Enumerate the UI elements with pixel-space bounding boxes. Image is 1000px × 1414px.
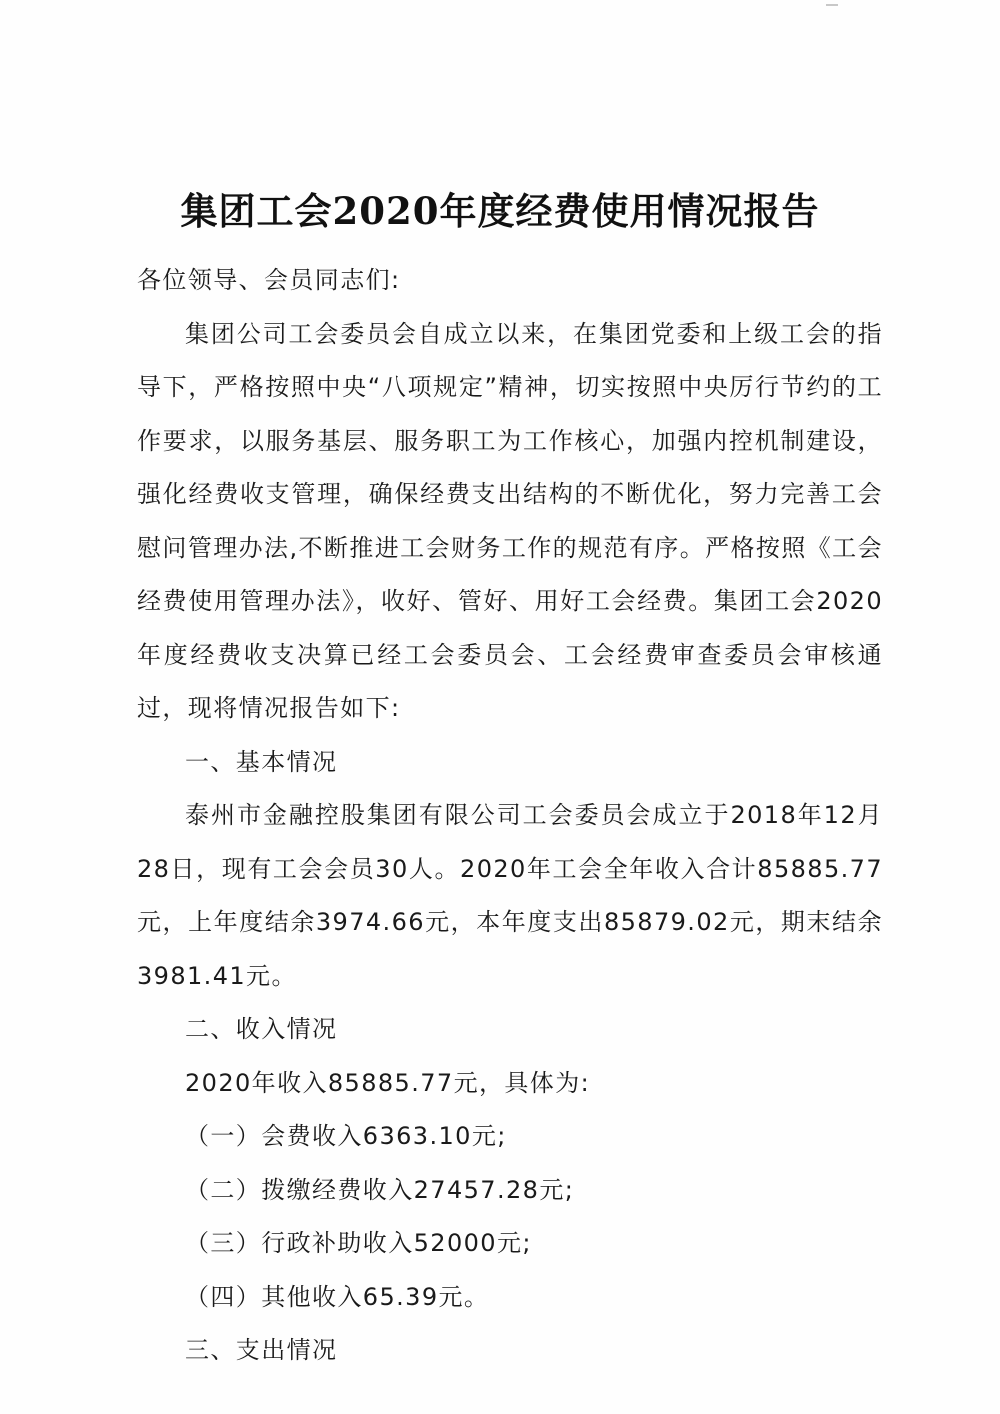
income-item-subsidy: （三）行政补助收入52000元;: [185, 1229, 532, 1257]
intro-paragraph: 集团公司工会委员会自成立以来，在集团党委和上级工会的指导下，严格按照中央“八项规定”精神，切实按照中央厉行节约的工作要求，以服务基层、服务职工为工作核心，加强内控机制建设，强化经费收支管理，确保经费支出结构的不断优化，努力完善工会慰问管理办法,不断推进工会财务工作的规范有序。严格按照《工会经费使用管理办法》，收好、管好、用好工会经费。集团工会2020年度经费收支决算已经工会委员会、工会经费审查委员会审核通过，现将情况报告如下:: [137, 319, 883, 722]
scan-mark: [826, 4, 838, 6]
basic-info-paragraph: 泰州市金融控股集团有限公司工会委员会成立于2018年12月28日，现有工会会员30人。2020年工会全年收入合计85885.77元，上年度结余3974.66元，本年度支出85879.02元，期末结余3981.41元。: [137, 801, 883, 990]
document-body: [137, 254, 883, 1378]
income-item-allocated: （二）拨缴经费收入27457.28元;: [185, 1175, 575, 1204]
income-summary: 2020年收入85885.77元，具体为:: [185, 1068, 591, 1097]
section-heading-expenditure: 三、支出情况: [185, 1336, 338, 1364]
income-item-other: （四）其他收入65.39元。: [185, 1282, 490, 1311]
salutation: 各位领导、会员同志们:: [137, 266, 401, 294]
section-heading-basic: 一、基本情况: [185, 747, 338, 776]
income-item-membership: （一）会费收入6363.10元;: [185, 1122, 507, 1150]
document-title: 集团工会2020年度经费使用情况报告: [180, 189, 820, 233]
section-heading-income: 二、收入情况: [185, 1015, 338, 1043]
